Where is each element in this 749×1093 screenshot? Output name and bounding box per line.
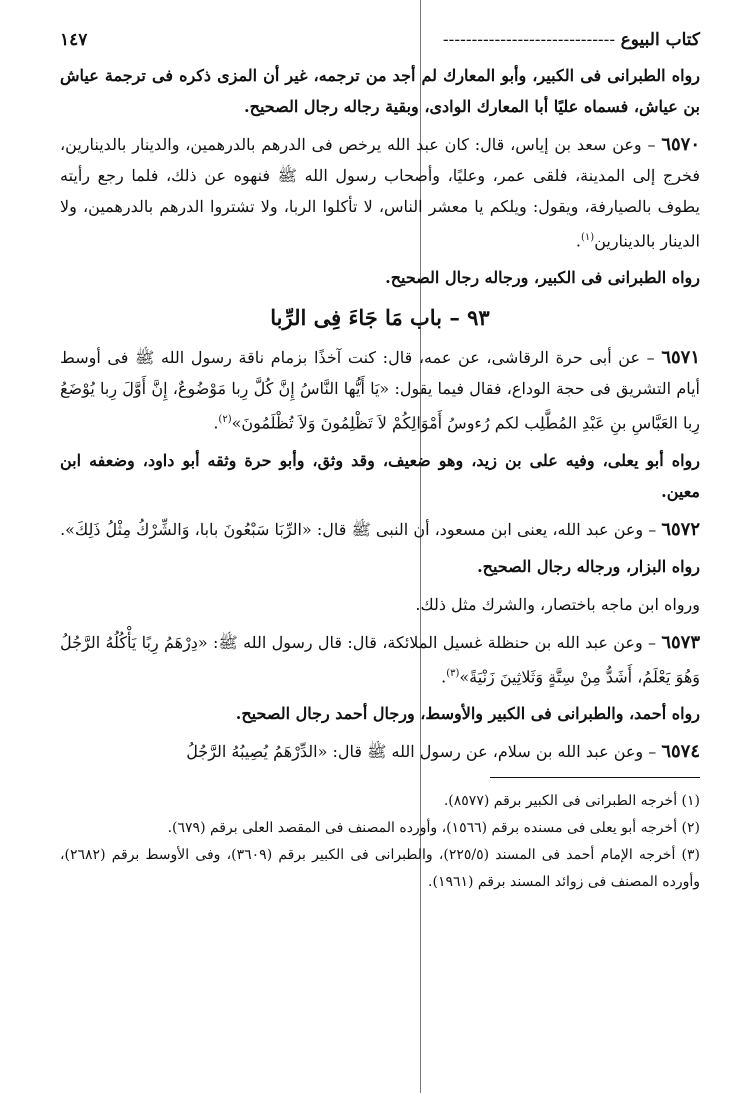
footnote-2: (٢) أخرجه أبو يعلى فى مسنده برقم (١٥٦٦)، وأورده المصنف فى المقصد العلى برقم (٦٧٩). [167,819,700,836]
hadith-text: – وعن عبد الله، يعنى ابن مسعود، أن النبى ﷺ قال: «الرِّبَا سَبْعُونَ بابا، وَالشِّرْكُ مِثْلُ ذَلِكَ». [60,519,657,539]
hadith-number: ٦٥٧٠ [661,134,700,155]
footnote-separator [490,777,700,778]
source-6572-ibn-majah: ورواه ابن ماجه باختصار، والشرك مثل ذلك. [415,594,700,614]
hadith-6572 [60,514,700,545]
chapter-heading: ٩٣ – باب مَا جَاءَ فِى الرِّبا [270,305,490,331]
source-6571: رواه أبو يعلى، وفيه على بن زيد، وهو ضعيف، وقد وثق، وأبو حرة وثقه أبو داود، وضعفه ابن معين. [60,450,700,501]
footnote-3: (٣) أخرجه الإمام أحمد فى المسند (٢٢٥/٥)، والطبرانى فى الكبير برقم (٣٦٠٩)، وفى الأوسط برقم (٢٦٨٢)، وأورده المصنف فى زوائد المسند برقم (١٩٦١). [60,846,700,890]
page-number: ١٤٧ [60,30,88,50]
hadith-number: ٦٥٧١ [661,347,700,369]
footnote-ref: (١) [581,232,595,243]
hadith-6574 [60,736,700,767]
hadith-6571: ٦٥٧١ – عن أبى حرة الرقاشى، عن عمه، قال: كنت آخذًا بزمام ناقة رسول الله ﷺ فى أوسط أيام التشريق فى حجة الوداع، فقال فيما يقول: «يَا أَيُّها النَّاسُ إِنَّ كُلَّ رِبا مَوْضُوعٌ، إِنَّ أَوَّلَ رِبا يُوْضَعُ رِبا العَبَّاسِ بنِ عَبْدِ المُطَّلِب لكم رُءوسُ أَمْوَالِكُمْ لاَ تَظْلِمُونَ وَلاَ تُظْلَمُونَ»$^{(٢)}$. [60,347,700,433]
footnote-ref: (٢) [218,414,232,426]
hadith-text: – وعن عبد الله بن حنظلة غسيل الملائكة، قال: قال رسول الله ﷺ: «دِرْهَمُ رِبًا يَأْكُلُهُ الرَّجُلُ وَهُوَ يَعْلَمُ، أَشَدُّ مِنْ سِتَّةٍ وَثَلاثِينَ زَنْيَةً» [60,632,700,686]
source-6572-bazzar: رواه البزار، ورجاله رجال الصحيح. [477,556,700,576]
page-header [60,30,700,50]
hadith-number: ٦٥٧٤ [661,740,700,762]
footnote-1: (١) أخرجه الطبرانى فى الكبير برقم (٨٥٧٧). [443,792,700,809]
hadith-6570: ٦٥٧٠ – وعن سعد بن إياس، قال: كان عبد الله يرخص فى الدرهم بالدرهمين، والدينار بالدينارين، فخرج إلى المدينة، فلقى عمر، وعليًا، وأصحاب رسول الله ﷺ فنهوه عن ذلك، فلما رجع رأيته يطوف بالصيارفة، ويقول: ويلكم يا معشر الناس، لا تأكلوا الربا، ولا تشتروا الدرهم بالدرهمين، ولا الدينار بالدينارين$^{(١)}$. [60,134,700,251]
hadith-number: ٦٥٧٣ [661,631,701,653]
source-6570: رواه الطبرانى فى الكبير، ورجاله رجال الصحيح. [385,268,700,288]
source-6569: رواه الطبرانى فى الكبير، وأبو المعارك لم أجد من ترجمه، غير أن المزى ذكره فى ترجمة عياش بن عياش، فسماه عليًا أبا المعارك الوادى، وبقية رجاله رجال الصحيح. [60,66,700,116]
hadith-number: ٦٥٧٢ [661,518,700,540]
book-title: كتاب البيوع ----- [443,30,700,50]
hadith-text: – وعن سعد بن إياس، قال: كان عبد الله يرخص فى الدرهم بالدرهمين، والدينار بالدينارين، فخرج إلى المدينة، فلقى عمر، وعليًا، وأصحاب رسول الله ﷺ فنهوه عن ذلك، فلما رجع رأيته يطوف بالصيارفة، ويقول: ويلكم يا معشر الناس، لا تأكلوا الربا، ولا تشتروا الدرهم بالدرهمين، ولا الدينار بالدينارين [60,135,700,251]
hadith-text: – عن أبى حرة الرقاشى، عن عمه، قال: كنت آخذًا بزمام ناقة رسول الله ﷺ فى أوسط أيام التشريق فى حجة الوداع، فقال فيما يقول: «يَا أَيُّها النَّاسُ إِنَّ كُلَّ رِبا مَوْضُوعٌ، إِنَّ أَوَّلَ رِبا يُوْضَعُ رِبا العَبَّاسِ بنِ عَبْدِ المُطَّلِب لكم رُءوسُ أَمْوَالِكُمْ لاَ تَظْلِمُونَ وَلاَ تُظْلَمُونَ» [60,348,700,433]
source-6573: رواه أحمد، والطبرانى فى الكبير والأوسط، ورجال أحمد رجال الصحيح. [235,703,700,723]
footnotes [60,788,700,896]
book-page [60,30,700,896]
hadith-6573: ٦٥٧٣ – وعن عبد الله بن حنظلة غسيل الملائكة، قال: قال رسول الله ﷺ: «دِرْهَمُ رِبًا يَأْكُلُهُ الرَّجُلُ وَهُوَ يَعْلَمُ، أَشَدُّ مِنْ سِتَّةٍ وَثَلاثِينَ زَنْيَةً»$^{(٣)}$. [60,631,701,686]
footnote-ref: (٣) [446,667,460,679]
hadith-text: – وعن عبد الله بن سلام، عن رسول الله ﷺ قال: «الدِّرْهَمُ يُصِيبُهُ الرَّجُلُ [186,741,657,761]
